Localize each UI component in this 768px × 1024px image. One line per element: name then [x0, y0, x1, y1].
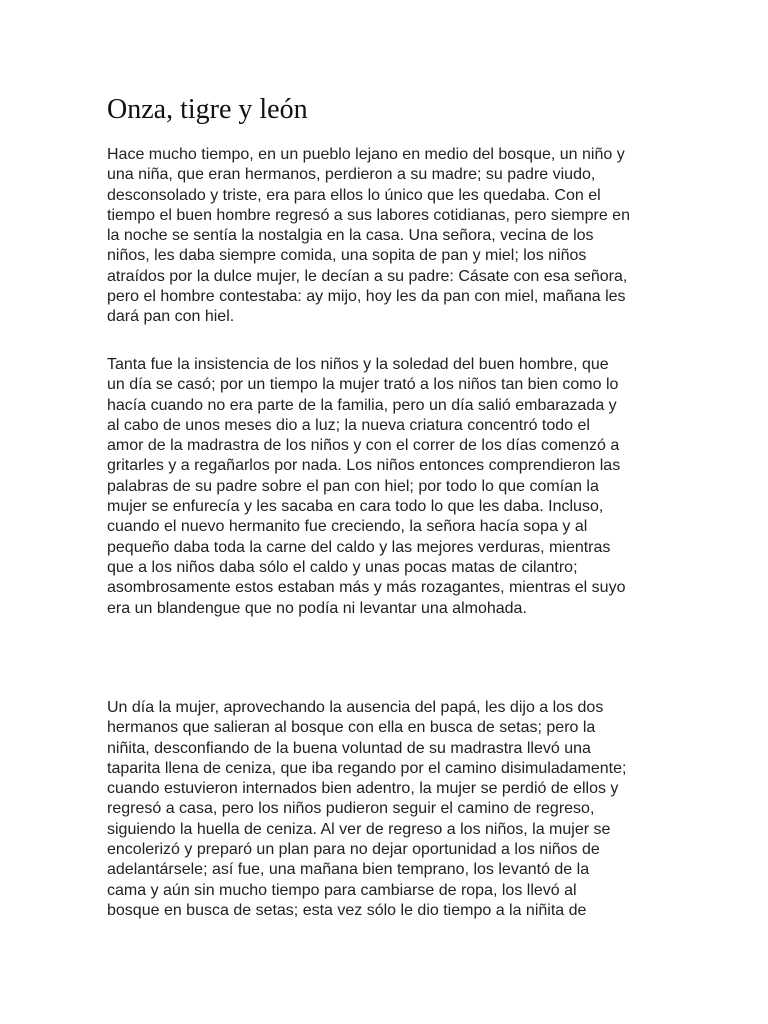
text-line: hermanos que salieran al bosque con ella en busca de setas; pero la: [107, 719, 596, 737]
text-line: tiempo el buen hombre regresó a sus labores cotidianas, pero siempre en: [107, 206, 630, 224]
text-line: gritarles y a regañarlos por nada. Los niños entonces comprendieron las: [107, 457, 621, 475]
text-line: pequeño daba toda la carne del caldo y las mejores verduras, mientras: [107, 538, 611, 556]
paragraph: [107, 145, 630, 328]
text-line: taparita llena de ceniza, que iba regando por el camino disimuladamente;: [107, 759, 627, 777]
text-line: Hace mucho tiempo, en un pueblo lejano en medio del bosque, un niño y: [107, 146, 625, 163]
text-line: niñita, desconfiando de la buena voluntad de su madrastra llevó una: [107, 739, 591, 757]
text-line: dará pan con hiel.: [107, 308, 235, 326]
text-line: Un día la mujer, aprovechando la ausencia del papá, les dijo a los dos: [107, 699, 604, 716]
text-line: atraídos por la dulce mujer, le decían a su padre: Cásate con esa señora,: [107, 267, 628, 285]
text-line: la noche se sentía la nostalgia en la casa. Una señora, vecina de los: [107, 227, 594, 245]
text-line: amor de la madrastra de los niños y con el correr de los días comenzó a: [107, 437, 620, 455]
text-line: palabras de su padre sobre el pan con hiel; por todo lo que comían la: [107, 477, 599, 495]
text-line: regresó a casa, pero los niños pudieron seguir el camino de regreso,: [107, 800, 595, 818]
text-line: encolerizó y preparó un plan para no dejar oportunidad a los niños de: [107, 841, 600, 859]
text-line: pero el hombre contestaba: ay mijo, hoy les da pan con miel, mañana les: [107, 288, 626, 306]
paragraph: [107, 355, 625, 619]
text-line: cuando estuvieron internados bien adentro, la mujer se perdió de ellos y: [107, 780, 619, 798]
text-line: era un blandengue que no podía ni levantar una almohada.: [107, 599, 527, 617]
text-line: que a los niños daba sólo el caldo y unas pocas matas de cilantro;: [107, 558, 578, 576]
paragraph: [107, 698, 626, 921]
text-line: desconsolado y triste, era para ellos lo único que les quedaba. Con el: [107, 186, 601, 204]
text-line: cuando el nuevo hermanito fue creciendo, la señora hacía sopa y al: [107, 518, 588, 536]
text-line: mujer se enfurecía y les sacaba en cara todo lo que les daba. Incluso,: [107, 498, 604, 516]
text-line: adelantársele; así fue, una mañana bien temprano, los levantó de la: [107, 861, 590, 879]
text-line: niños, les daba siempre comida, una sopita de pan y miel; los niños: [107, 247, 587, 265]
text-line: un día se casó; por un tiempo la mujer trató a los niños tan bien como lo: [107, 376, 619, 394]
text-line: cama y aún sin mucho tiempo para cambiarse de ropa, los llevó al: [107, 881, 577, 899]
text-line: bosque en busca de setas; esta vez sólo le dio tiempo a la niñita de: [107, 901, 587, 919]
text-line: hacía cuando no era parte de la familia, pero un día salió embarazada y: [107, 396, 617, 414]
text-line: al cabo de unos meses dio a luz; la nueva criatura concentró todo el: [107, 416, 590, 434]
text-line: una niña, que eran hermanos, perdieron a su madre; su padre viudo,: [107, 166, 596, 184]
text-line: siguiendo la huella de ceniza. Al ver de regreso a los niños, la mujer se: [107, 820, 611, 838]
document-title: Onza, tigre y león: [107, 94, 308, 125]
text-line: Tanta fue la insistencia de los niños y la soledad del buen hombre, que: [107, 356, 609, 373]
text-line: asombrosamente estos estaban más y más rozagantes, mientras el suyo: [107, 579, 626, 597]
